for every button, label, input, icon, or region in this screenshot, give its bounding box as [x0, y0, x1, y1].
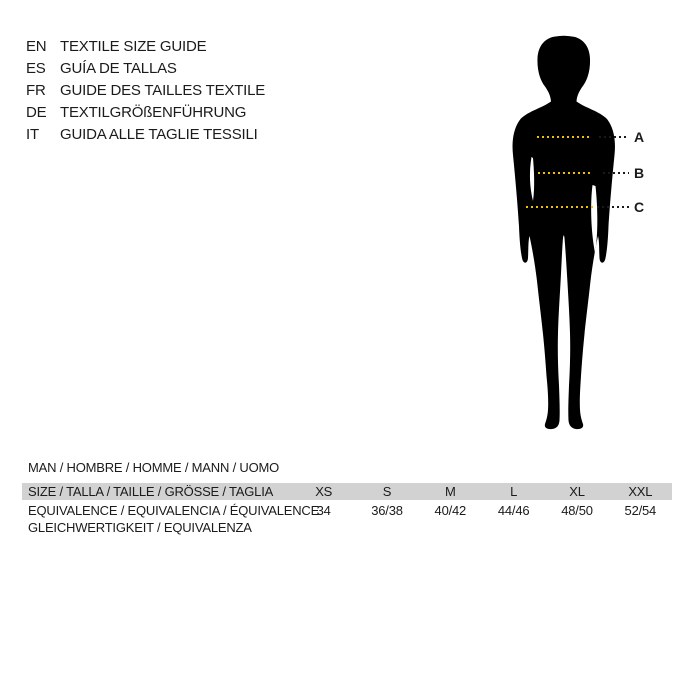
size-col-l: L	[510, 484, 518, 499]
female-silhouette-icon	[504, 35, 625, 430]
table-title: MAN / HOMBRE / HOMME / MANN / UOMO	[28, 460, 280, 475]
measure-label-a: A	[634, 129, 645, 145]
language-label: GUIDA ALLE TAGLIE TESSILI	[60, 126, 258, 143]
language-row-de	[26, 102, 265, 124]
language-code: EN	[26, 38, 47, 55]
measure-label-b: B	[634, 165, 645, 181]
size-header-label: SIZE / TALLA / TAILLE / GRÖSSE / TAGLIA	[28, 484, 274, 499]
language-code: ES	[26, 60, 46, 77]
equivalence-label-line2: GLEICHWERTIGKEIT / EQUIVALENZA	[28, 520, 252, 535]
size-col-xs: XS	[315, 484, 333, 499]
equivalence-xxl: 52/54	[624, 503, 657, 518]
size-col-xl: XL	[569, 484, 585, 499]
language-label: TEXTILGRÖßENFÜHRUNG	[60, 104, 247, 121]
measure-label-c: C	[634, 199, 645, 215]
language-label: TEXTILE SIZE GUIDE	[60, 38, 207, 55]
size-col-xxl: XXL	[628, 484, 653, 499]
hip-measure-line-yellow	[526, 206, 594, 208]
language-code: FR	[26, 82, 46, 99]
waist-measure-line-leader	[603, 172, 629, 174]
equivalence-xs: 34	[316, 503, 331, 518]
bust-measure-line-leader	[599, 136, 629, 138]
equivalence-row-line2	[22, 520, 672, 535]
bust-measure-line-yellow	[537, 136, 590, 138]
language-code: IT	[26, 126, 39, 143]
language-label: GUIDE DES TAILLES TEXTILE	[60, 82, 266, 99]
language-code: DE	[26, 104, 47, 121]
equivalence-s: 36/38	[371, 503, 403, 518]
language-label: GUÍA DE TALLAS	[60, 60, 177, 77]
equivalence-row	[22, 503, 672, 518]
hip-measure-line-leader	[597, 206, 629, 208]
size-col-s: S	[382, 484, 392, 499]
size-col-m: M	[445, 484, 456, 499]
equivalence-xl: 48/50	[561, 503, 593, 518]
equivalence-label-line1: EQUIVALENCE / EQUIVALENCIA / ÉQUIVALENCE	[28, 503, 320, 518]
language-row-it	[26, 124, 265, 146]
language-row-fr	[26, 80, 265, 102]
size-table	[22, 483, 672, 535]
size-table-header-row	[22, 483, 672, 500]
language-row-en	[26, 36, 265, 58]
waist-measure-line-yellow	[538, 172, 590, 174]
equivalence-l: 44/46	[497, 503, 530, 518]
female-silhouette-figure	[504, 35, 625, 430]
equivalence-m: 40/42	[434, 503, 467, 518]
language-list	[26, 36, 265, 146]
language-row-es	[26, 58, 265, 80]
